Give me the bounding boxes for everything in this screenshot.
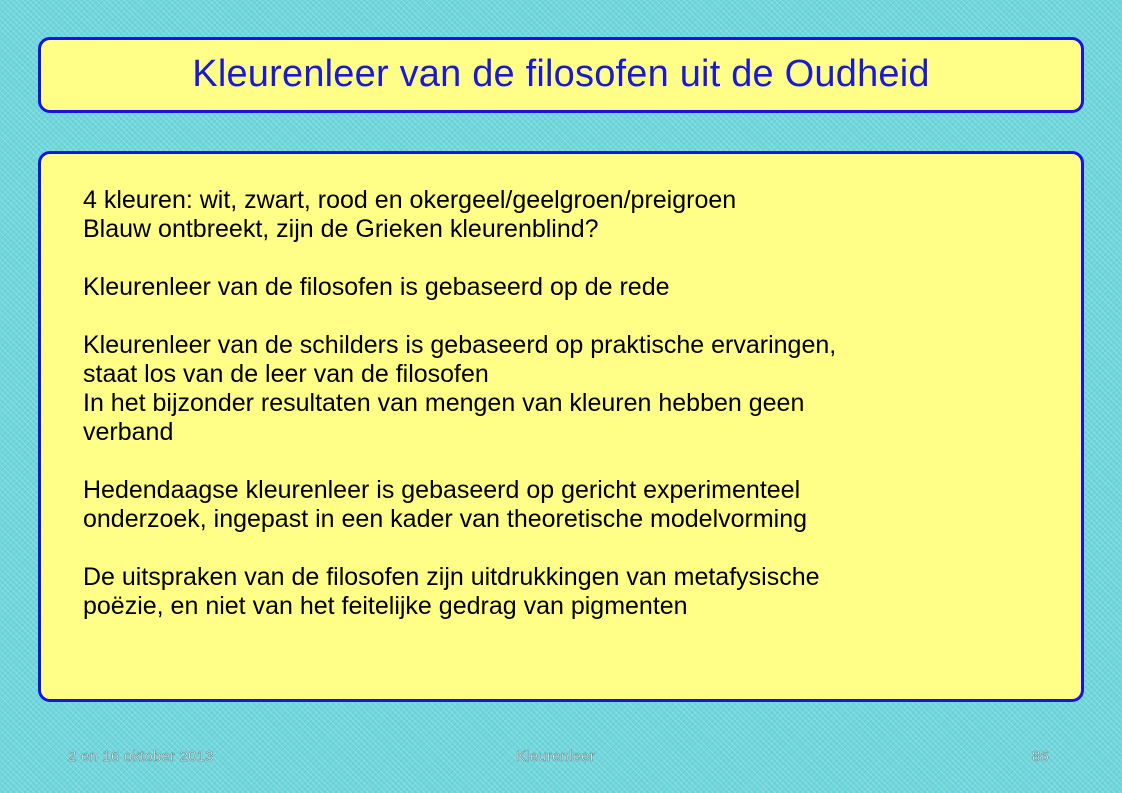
footer-topic: Kleurenleer bbox=[516, 748, 595, 765]
body-line: Kleurenleer van de filosofen is gebaseerd op de rede bbox=[83, 273, 670, 301]
paragraph-philosophers bbox=[83, 273, 1063, 302]
title-box bbox=[38, 37, 1084, 113]
body-line: verband bbox=[83, 418, 174, 446]
content-box bbox=[38, 151, 1084, 702]
body-line: De uitspraken van de filosofen zijn uitdrukkingen van metafysische bbox=[83, 563, 820, 591]
paragraph-modern bbox=[83, 476, 1063, 534]
paragraph-painters bbox=[83, 331, 1063, 447]
body-line: 4 kleuren: wit, zwart, rood en okergeel/geelgroen/preigroen bbox=[83, 186, 737, 214]
slide-body bbox=[83, 186, 1063, 621]
body-line: Kleurenleer van de schilders is gebaseerd op praktische ervaringen, bbox=[83, 331, 837, 359]
footer-date: 2 en 16 oktober 2013 bbox=[68, 748, 214, 765]
body-line: Blauw ontbreekt, zijn de Grieken kleurenblind? bbox=[83, 215, 599, 243]
body-line: Hedendaagse kleurenleer is gebaseerd op gericht experimenteel bbox=[83, 476, 801, 504]
body-line: In het bijzonder resultaten van mengen van kleuren hebben geen bbox=[83, 389, 805, 417]
slide-title: Kleurenleer van de filosofen uit de Oudheid bbox=[192, 52, 930, 95]
body-line: staat los van de leer van de filosofen bbox=[83, 360, 489, 388]
footer-page-number: 86 bbox=[1032, 748, 1050, 765]
body-line: onderzoek, ingepast in een kader van theoretische modelvorming bbox=[83, 505, 808, 533]
paragraph-conclusion bbox=[83, 563, 1063, 621]
paragraph-colors bbox=[83, 186, 1063, 244]
body-line: poëzie, en niet van het feitelijke gedrag van pigmenten bbox=[83, 592, 688, 620]
